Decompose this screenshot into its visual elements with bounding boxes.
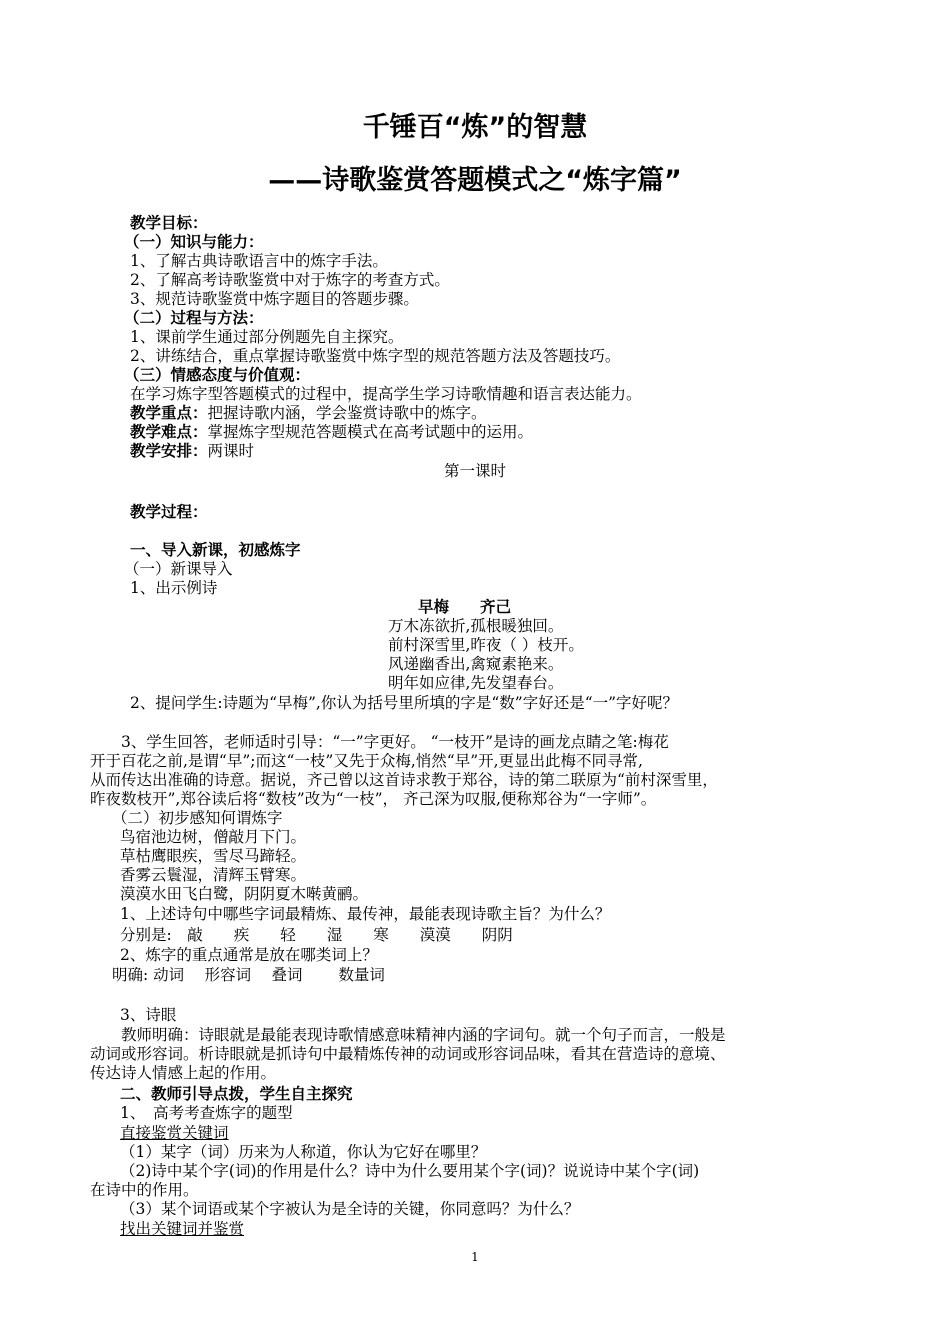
- lesson-title: 第一课时: [443, 462, 506, 480]
- emotion-heading: （三）情感态度与价值观：: [124, 366, 311, 384]
- question-text: 2、炼字的重点通常是放在哪类词上？: [120, 946, 378, 964]
- underlined-label: 直接鉴赏关键词: [120, 1124, 229, 1142]
- process-heading: （二）过程与方法：: [124, 309, 264, 327]
- emotion-text: 在学习炼字型答题模式的过程中，提高学生学习诗歌情趣和语言表达能力。: [130, 385, 642, 403]
- difficulty-label: 教学难点：: [130, 423, 208, 441]
- verse-line: 漠漠水田飞白鹭，阴阴夏木啭黄鹂。: [120, 885, 369, 903]
- question-text: 1、上述诗句中哪些字词最精炼、最传神，最能表现诗歌主旨？为什么？: [120, 905, 611, 923]
- knowledge-item: 2、了解高考诗歌鉴赏中对于炼字的考查方式。: [130, 271, 450, 289]
- verse-line: 香雾云鬟湿，清辉玉臂寒。: [120, 866, 307, 884]
- difficulty-text: 掌握炼字型规范答题模式在高考试题中的运用。: [207, 423, 534, 441]
- key-point-line: [130, 404, 487, 423]
- verse-line: 鸟宿池边树，僧敲月下门。: [120, 828, 307, 846]
- page-number: 1: [471, 1250, 479, 1264]
- knowledge-heading: （一）知识与能力：: [124, 233, 264, 251]
- subsection-heading: （一）新课导入: [124, 560, 233, 578]
- paragraph-line: 从而传达出准确的诗意。据说，齐己曾以这首诗求教于郑谷，诗的第二联原为“前村深雪里，: [90, 771, 718, 789]
- process-item: 2、讲练结合，重点掌握诗歌鉴赏中炼字型的规范答题方法及答题技巧。: [130, 347, 621, 365]
- key-point-label: 教学重点：: [130, 404, 208, 422]
- objectives-heading: 教学目标：: [130, 214, 208, 232]
- question-item: （3）某个词语或某个字被认为是全诗的关键，你同意吗？为什么？: [120, 1200, 580, 1218]
- paragraph-line: 3、学生回答，老师适时引导：“一”字更好。 “一枝开”是诗的画龙点睛之笔:梅花: [90, 733, 669, 751]
- list-item: 3、诗眼: [120, 1006, 177, 1024]
- list-item: 1、 高考考查炼字的题型: [120, 1104, 293, 1122]
- section-heading: 二、教师引导点拨，学生自主探究: [120, 1085, 353, 1103]
- question-item: 在诗中的作用。: [90, 1181, 199, 1199]
- process-label: 教学过程：: [130, 503, 208, 521]
- answer-text: 明确: 动词 形容词 叠词 数量词: [112, 966, 385, 984]
- paragraph-line: 教师明确：诗眼就是最能表现诗歌情感意味精神内涵的字词句。就一个句子而言，一般是: [90, 1026, 726, 1044]
- poem-title: 早梅 齐己: [418, 598, 512, 616]
- paragraph-line: 动词或形容词。析诗眼就是抓诗句中最精炼传神的动词或形容词品味，看其在营造诗的意境、: [90, 1045, 726, 1063]
- section-heading: 一、导入新课，初感炼字: [130, 541, 301, 559]
- process-item: 1、课前学生通过部分例题先自主探究。: [130, 328, 404, 346]
- paragraph-line: 开于百花之前,是谓“早”;而这“一枝”又先于众梅,悄然“早”开,更显出此梅不同寻常,: [90, 752, 643, 770]
- document-title: 千锤百“炼”的智慧: [362, 112, 588, 143]
- document-subtitle: ——诗歌鉴赏答题模式之“炼字篇”: [268, 165, 682, 196]
- subsection-heading: （二）初步感知何谓炼字: [112, 809, 283, 827]
- underlined-label: 找出关键词并鉴赏: [120, 1220, 245, 1238]
- question-item: （2)诗中某个字(词)的作用是什么？诗中为什么要用某个字(词)？说说诗中某个字(词): [120, 1162, 700, 1180]
- question-text: 2、提问学生:诗题为“早梅”,你认为括号里所填的字是“数”字好还是“一”字好呢？: [130, 694, 679, 712]
- difficulty-line: [130, 423, 533, 442]
- list-item: 1、出示例诗: [130, 579, 218, 597]
- question-item: （1）某字（词）历来为人称道，你认为它好在哪里？: [120, 1143, 487, 1161]
- poem-line: 风递幽香出,禽窥素艳来。: [388, 655, 564, 673]
- schedule-label: 教学安排：: [130, 442, 208, 460]
- knowledge-item: 3、规范诗歌鉴赏中炼字题目的答题步骤。: [130, 290, 419, 308]
- knowledge-item: 1、了解古典诗歌语言中的炼字手法。: [130, 252, 388, 270]
- answer-text: 分别是: 敲 疾 轻 湿 寒 漠漠 阴阴: [120, 926, 513, 944]
- poem-line: 万木冻欲折,孤根暖独回。: [388, 617, 564, 635]
- poem-line: 明年如应律,先发望春台。: [388, 674, 564, 692]
- schedule-line: [130, 442, 254, 461]
- paragraph-line: 传达诗人情感上起的作用。: [90, 1064, 277, 1082]
- verse-line: 草枯鹰眼疾，雪尽马蹄轻。: [120, 847, 307, 865]
- schedule-text: 两课时: [207, 442, 255, 460]
- paragraph-line: 昨夜数枝开”,郑谷读后将“数枝”改为“一枝”， 齐己深为叹服,便称郑谷为“一字师”。: [90, 790, 657, 808]
- poem-line: 前村深雪里,昨夜（ ）枝开。: [388, 636, 584, 654]
- key-point-text: 把握诗歌内涵，学会鉴赏诗歌中的炼字。: [207, 404, 487, 422]
